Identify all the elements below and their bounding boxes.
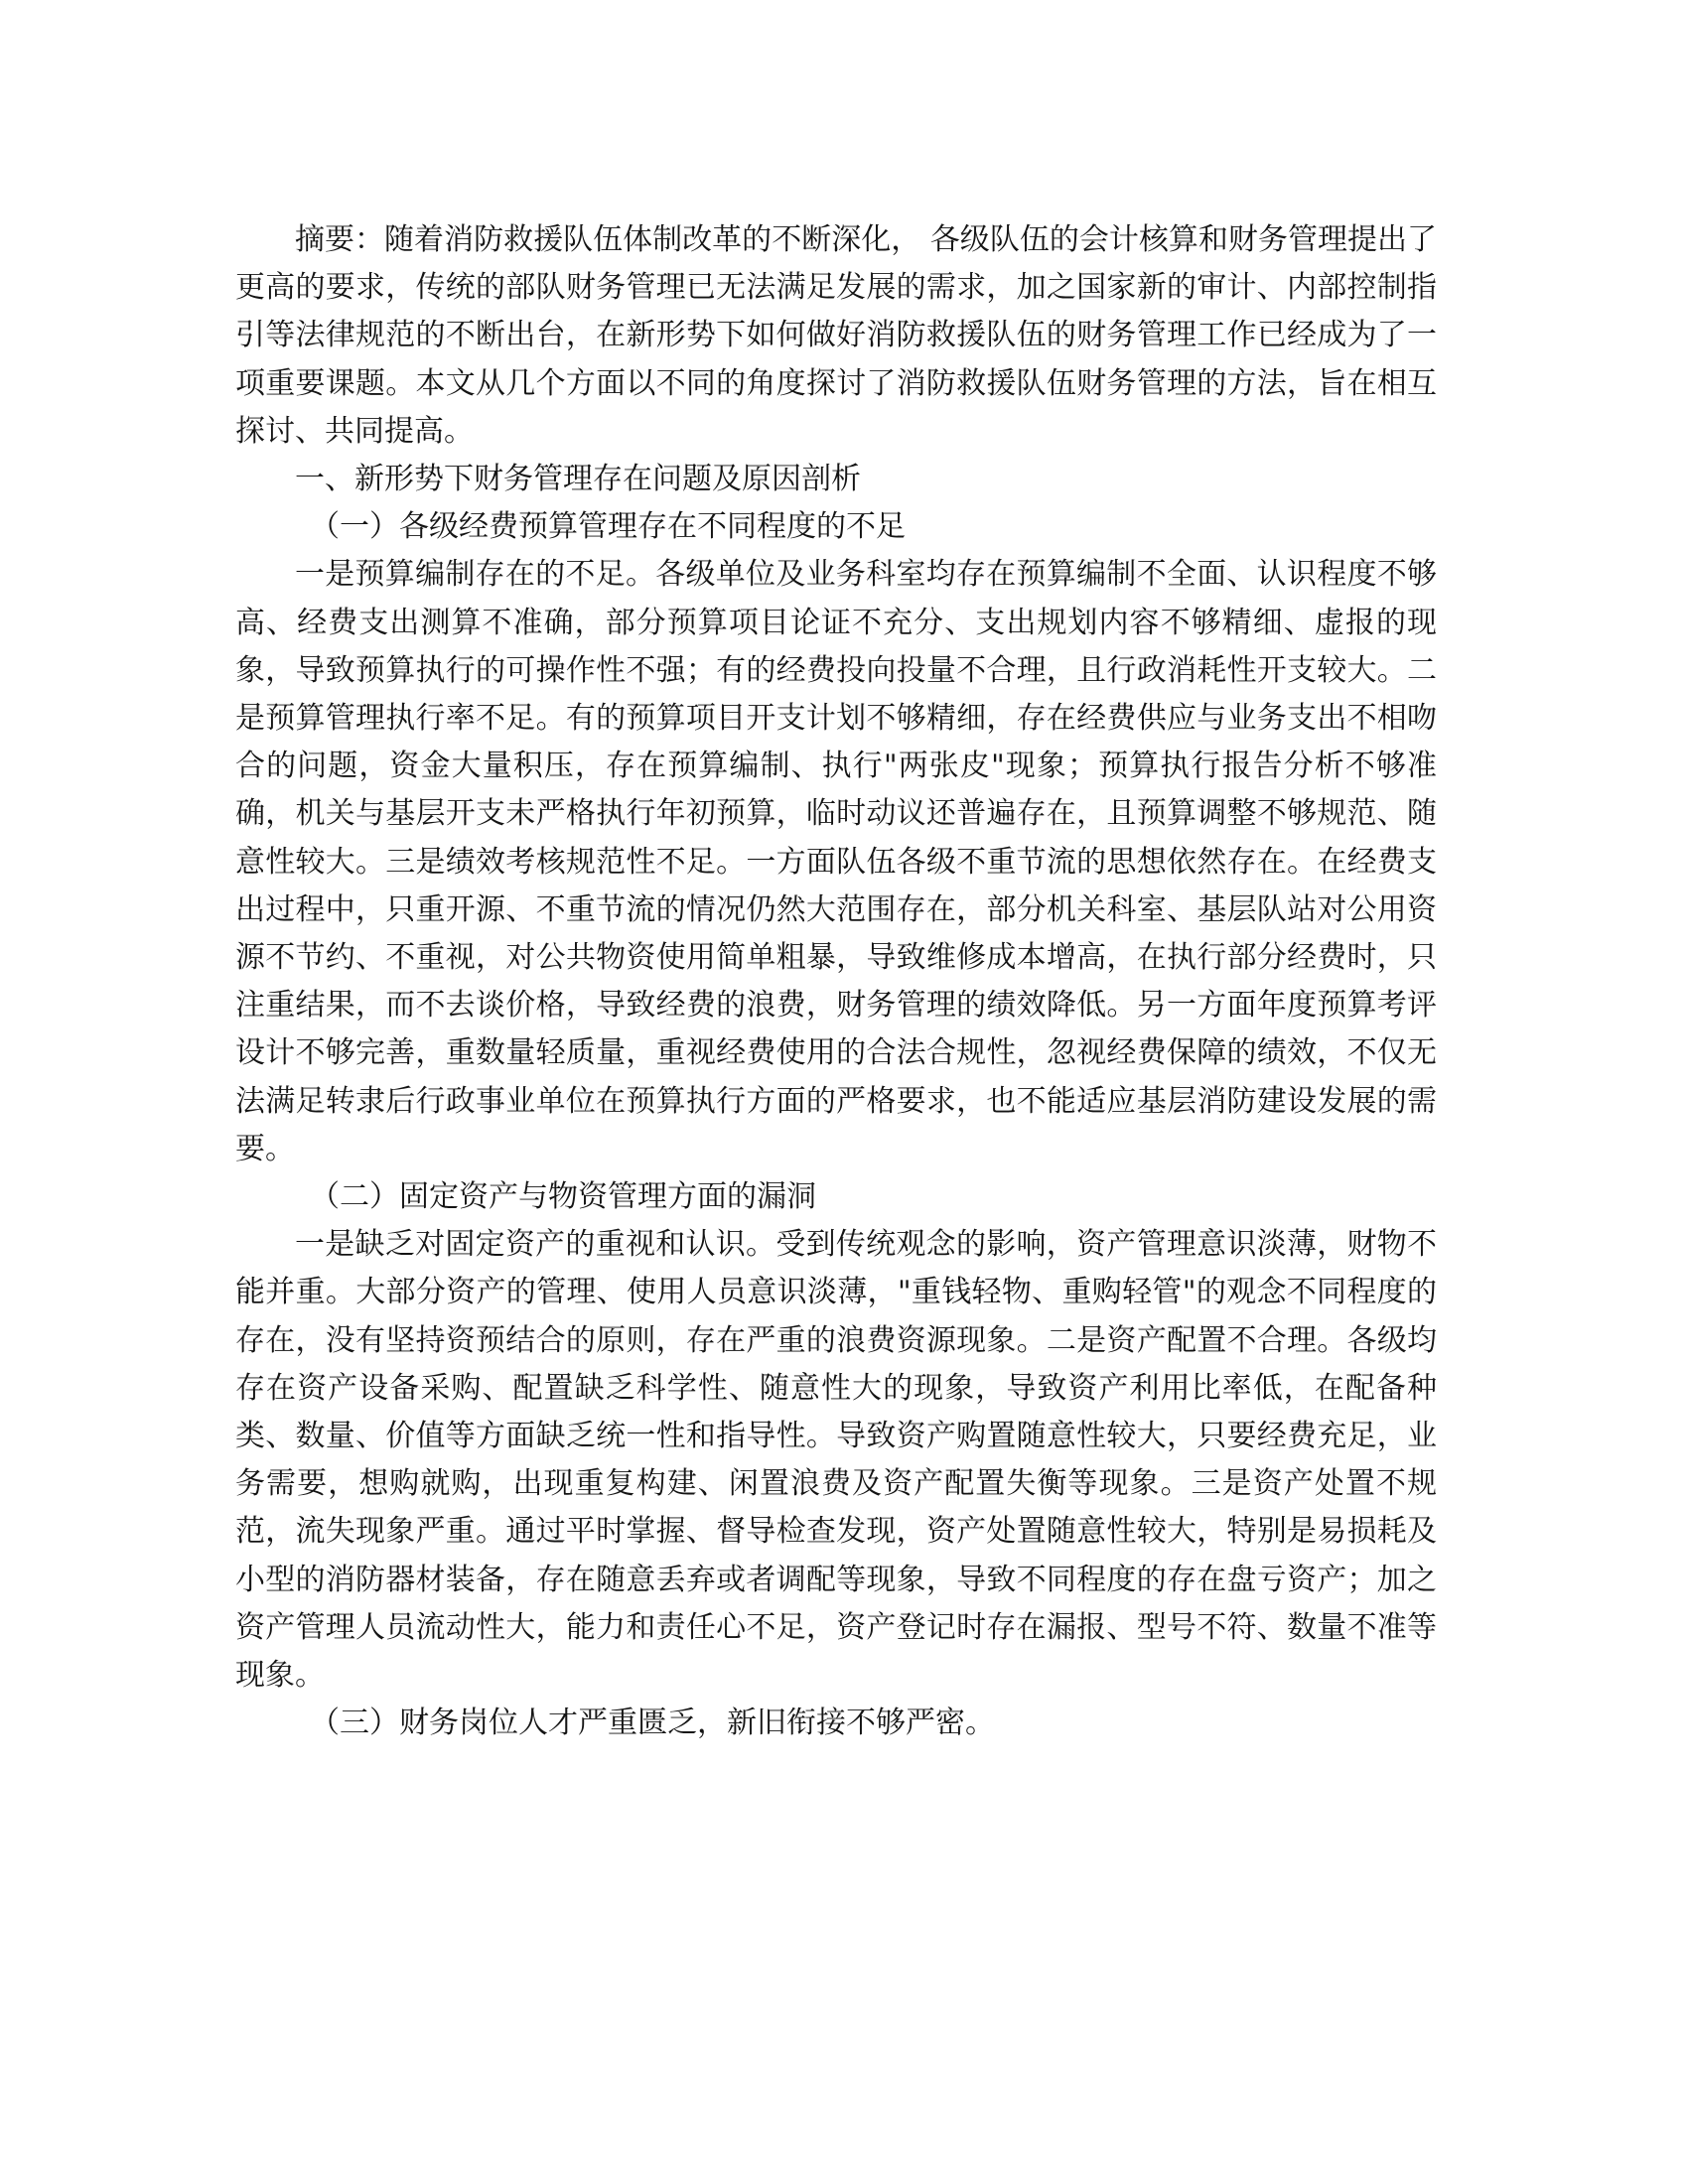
subsection-heading-1: （一）各级经费预算管理存在不同程度的不足 (310, 509, 906, 545)
subsection-body-2: 一是缺乏对固定资产的重视和认识。受到传统观念的影响，资产管理意识淡薄，财物不能并重。大部分资产的管理、使用人员意识淡薄，"重钱轻物、重购轻管"的观念不同程度的存在，没有坚持资预结合的原则，存在严重的浪费资源现象。二是资产配置不合理。各级均存在资产设备采购、配置缺乏科学性、随意性大的现象，导致资产利用比率低，在配备种类、数量、价值等方面缺乏统一性和指导性。导致资产购置随意性较大，只要经费充足，业务需要，想购就购，出现重复构建、闲置浪费及资产配置失衡等现象。三是资产处置不规范，流失现象严重。通过平时掌握、督导检查发现，资产处置随意性较大，特别是易损耗及小型的消防器材装备，存在随意丢弃或者调配等现象，导致不同程度的存在盘亏资产；加之资产管理人员流动性大，能力和责任心不足，资产登记时存在漏报、型号不符、数量不准等现象。 (235, 1227, 1437, 1694)
abstract-paragraph: 摘要：随着消防救援队伍体制改革的不断深化， 各级队伍的会计核算和财务管理提出了更高的要求，传统的部队财务管理已无法满足发展的需求，加之国家新的审计、内部控制指引等法律规范的不断出台，在新形势下如何做好消防救援队伍的财务管理工作已经成为了一项重要课题。本文从几个方面以不同的角度探讨了消防救援队伍财务管理的方法，旨在相互探讨、共同提高。 (235, 222, 1437, 449)
subsection-heading-2: （二）固定资产与物资管理方面的漏洞 (310, 1179, 816, 1215)
subsection-body-1: 一是预算编制存在的不足。各级单位及业务科室均存在预算编制不全面、认识程度不够高、经费支出测算不准确，部分预算项目论证不充分、支出规划内容不够精细、虚报的现象，导致预算执行的可操作性不强；有的经费投向投量不合理，且行政消耗性开支较大。二是预算管理执行率不足。有的预算项目开支计划不够精细，存在经费供应与业务支出不相吻合的问题，资金大量积压，存在预算编制、执行"两张皮"现象；预算执行报告分析不够准确，机关与基层开支未严格执行年初预算，临时动议还普遍存在，且预算调整不够规范、随意性较大。三是绩效考核规范性不足。一方面队伍各级不重节流的思想依然存在。在经费支出过程中，只重开源、不重节流的情况仍然大范围存在，部分机关科室、基层队站对公用资源不节约、不重视，对公共物资使用简单粗暴，导致维修成本增高，在执行部分经费时，只注重结果，而不去谈价格，导致经费的浪费，财务管理的绩效降低。另一方面年度预算考评设计不够完善，重数量轻质量，重视经费使用的合法合规性，忽视经费保障的绩效，不仅无法满足转隶后行政事业单位在预算执行方面的严格要求，也不能适应基层消防建设发展的需要。 (235, 557, 1437, 1166)
document-body (235, 216, 1437, 1748)
section-heading-1: 一、新形势下财务管理存在问题及原因剖析 (295, 462, 861, 497)
subsection-heading-3: （三）财务岗位人才严重匮乏，新旧衔接不够严密。 (310, 1706, 995, 1741)
